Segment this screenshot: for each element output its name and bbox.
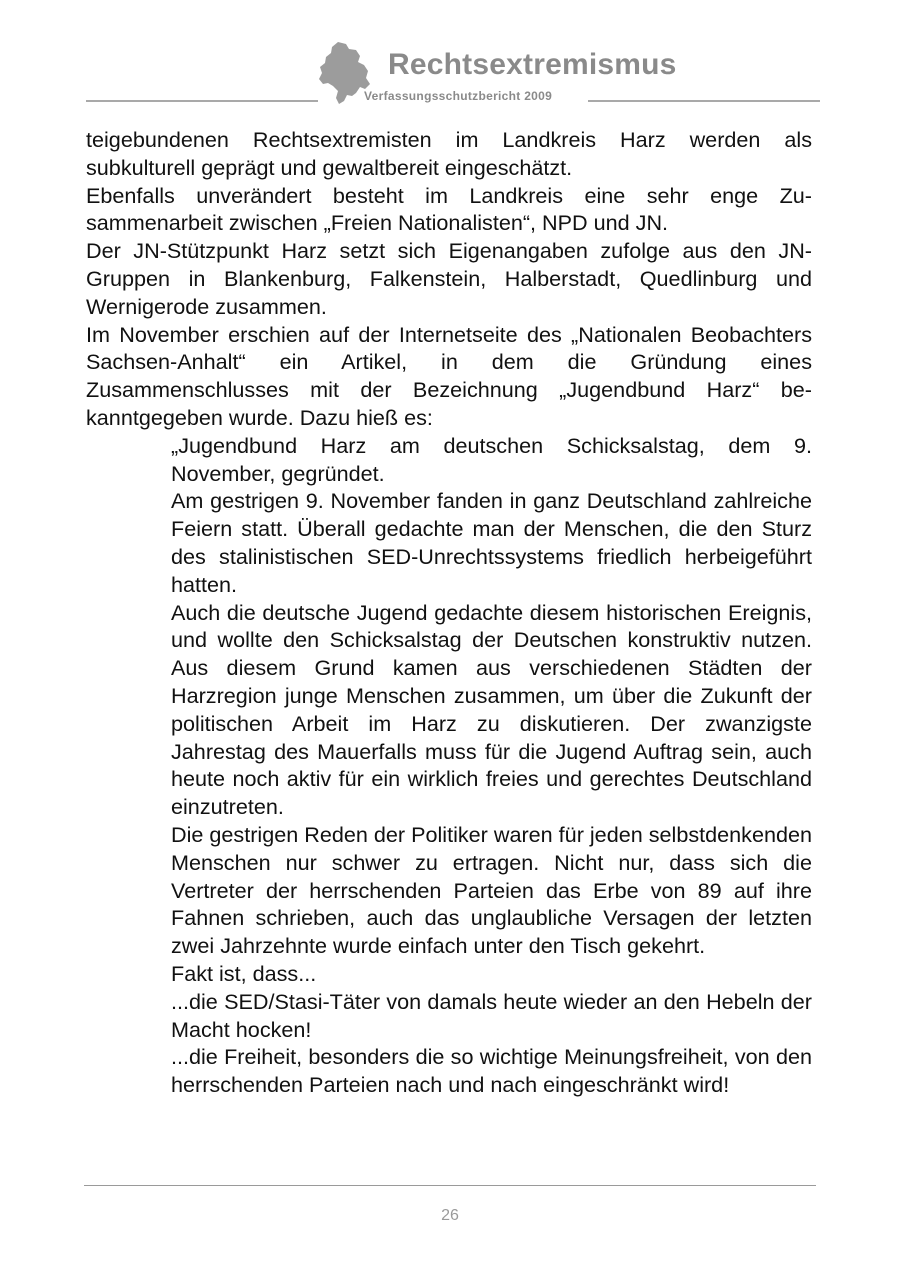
report-body xyxy=(86,126,812,1099)
quote-paragraph: ...die SED/Stasi-Täter von damals heute wieder an den Hebeln der Macht hocken! xyxy=(171,988,812,1042)
quote-paragraph: ...die Freiheit, besonders die so wichtige Meinungsfreiheit, von den herrschenden Parteien nach und nach eingeschränkt wird! xyxy=(171,1044,812,1098)
quote-paragraph: Fakt ist, dass... xyxy=(171,960,317,986)
header-title: Rechtsextremismus xyxy=(388,48,677,81)
header-rule-left xyxy=(86,100,318,102)
page-number: 26 xyxy=(441,1207,459,1224)
quote-paragraph: Auch die deutsche Jugend gedachte diesem historischen Ereignis, und wollte den Schicksalstag der Deutschen konstruktiv nutzen. Aus diesem Grund kamen aus verschiedenen Städten der Harzregion junge Menschen zusammen, um über die Zukunft der politischen Arbeit im Harz zu diskutieren. Der zwanzigste Jahrestag des Mauerfalls muss für die Jugend Auftrag sein, auch heute noch aktiv für ein wirklich freies und gerechtes Deutschland einzutreten. xyxy=(171,599,812,820)
body-paragraph: Ebenfalls unverändert besteht im Landkreis eine sehr enge Zusammenarbeit zwischen „Freien Nationalisten“, NPD und JN. xyxy=(86,182,812,236)
block-quote xyxy=(171,432,812,1099)
quote-paragraph: Am gestrigen 9. November fanden in ganz Deutschland zahlreiche Feiern statt. Überall gedachte man der Menschen, die den Sturz des stalinistischen SED-Unrechtssystems friedlich herbeigeführt hatten. xyxy=(171,488,812,597)
quote-paragraph: „Jugendbund Harz am deutschen Schicksalstag, dem 9. November, gegründet. xyxy=(171,432,812,486)
header-subtitle: Verfassungsschutzbericht 2009 xyxy=(364,89,553,103)
body-paragraph: teigebundenen Rechtsextremisten im Landkreis Harz werden als subkulturell geprägt und gewaltbereit eingeschätzt. xyxy=(86,127,812,180)
page-header xyxy=(0,0,900,110)
body-paragraph: Der JN-Stützpunkt Harz setzt sich Eigenangaben zufolge aus den JN-Gruppen in Blankenburg, Falkenstein, Halberstadt, Quedlinburg und Wernigerode zusammen. xyxy=(86,238,812,319)
body-paragraph: Im November erschien auf der Internetseite des „Nationalen Beobachters Sachsen-Anhalt“ ein Artikel, in dem die Gründung eines Zusammenschlusses mit der Bezeichnung „Jugendbund Harz“ bekanntgegeben wurde. Dazu hieß es: xyxy=(86,321,812,430)
footer-rule xyxy=(84,1185,816,1186)
quote-paragraph: Die gestrigen Reden der Politiker waren für jeden selbstdenkenden Menschen nur schwer zu ertragen. Nicht nur, dass sich die Vertreter der herrschenden Parteien das Erbe von 89 auf ihre Fahnen schrieben, auch das unglaubliche Versagen der letzten zwei Jahrzehnte wurde einfach unter den Tisch gekehrt. xyxy=(171,821,813,959)
header-rule-right xyxy=(588,100,820,102)
